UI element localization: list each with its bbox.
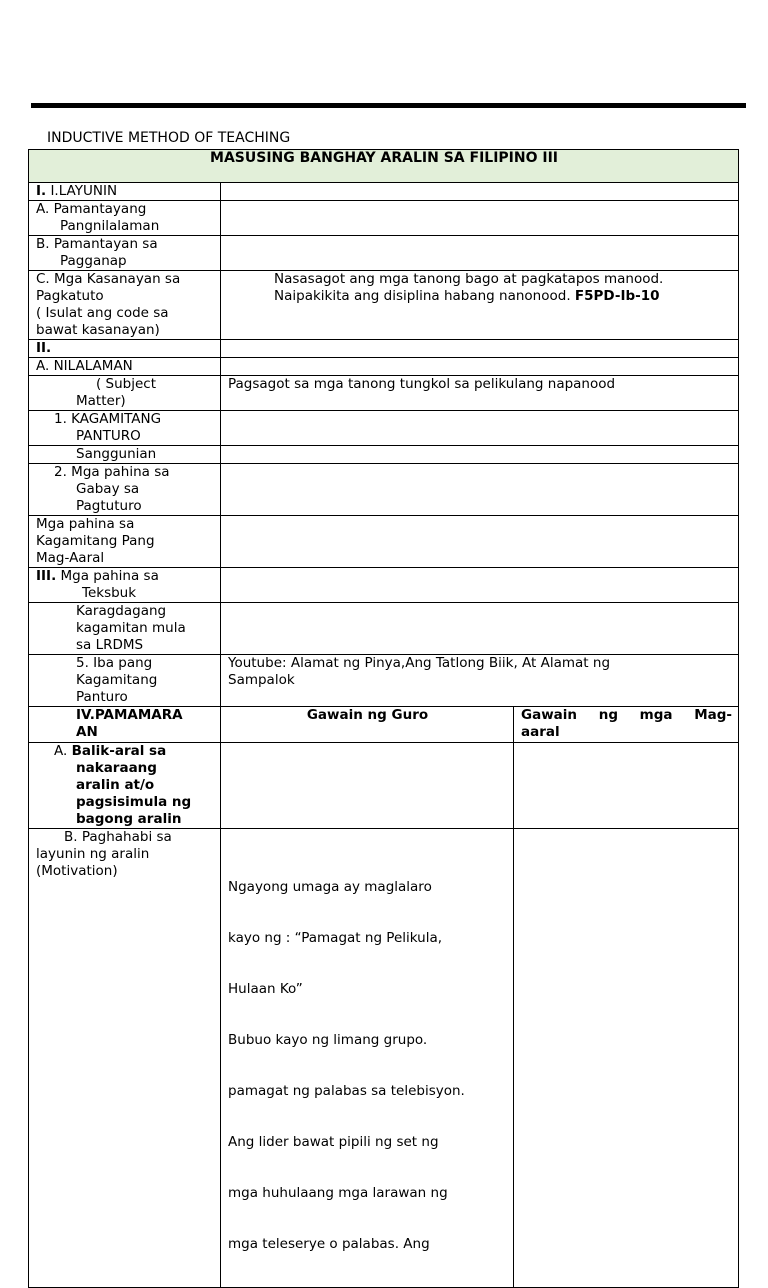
teksbuk-label: III. Mga pahina sa Teksbuk [29,568,221,603]
gabay-value [221,464,739,516]
paghahabi-guro: Ngayong umaga ay maglalaro kayo ng : “Pamagat ng Pelikula, Hulaan Ko” Bubuo kayo ng limang grupo. pamagat ng palabas sa telebisyon. Ang lider bawat pipili ng set ng mga huhulaang mga larawan ng mga teleserye o palabas. Ang [221,829,514,1288]
karagdagang-label: Karagdagang kagamitan mula sa LRDMS [29,603,221,655]
row-paghahabi [29,829,739,1288]
row-subject-matter [29,376,739,411]
kagamitang-panturo-label: 1. KAGAMITANG PANTURO [29,411,221,446]
balik-aral-label: A. Balik-aral sa nakaraang aralin at/o pagsisimula ng bagong aralin [29,743,221,829]
title-row [29,150,739,183]
kasanayan-objectives: Nasasagot ang mga tanong bago at pagkatapos manood. Naipakikita ang disiplina habang nanonood. F5PD-Ib-10 [221,271,739,340]
row-sanggunian [29,446,739,464]
pamantayan-pagganap-label: B. Pamantayan sa Pagganap [29,236,221,271]
kagamitang-mag-aaral-value [221,516,739,568]
header-rule [31,103,746,108]
nilalaman-value [221,358,739,376]
section-ii-label: II. [29,340,221,358]
row-pamantayang-pangnilalaman [29,201,739,236]
layunin-label: I. I.LAYUNIN [29,183,221,201]
competency-code: F5PD-Ib-10 [574,288,660,304]
row-kagamitang-mag-aaral [29,516,739,568]
pamantayang-pangnilalaman-label: A. Pamantayang Pangnilalaman [29,201,221,236]
row-balik-aral [29,743,739,829]
balik-aral-mag-aaral [514,743,739,829]
pamamaraan-label: IV.PAMAMARA AN [29,707,221,743]
section-ii-value [221,340,739,358]
lesson-plan-table [28,149,739,1288]
teksbuk-value [221,568,739,603]
pamantayan-pagganap-value [221,236,739,271]
balik-aral-guro [221,743,514,829]
gabay-label: 2. Mga pahina sa Gabay sa Pagtuturo [29,464,221,516]
paghahabi-mag-aaral [514,829,739,1288]
row-karagdagang [29,603,739,655]
row-teksbuk [29,568,739,603]
gawain-mag-aaral-header: Gawain ng mga Mag- aaral [514,707,739,743]
layunin-value [221,183,739,201]
row-kasanayan [29,271,739,340]
row-layunin [29,183,739,201]
row-pamantayan-pagganap [29,236,739,271]
row-kagamitang-panturo [29,411,739,446]
lesson-plan-title: MASUSING BANGHAY ARALIN SA FILIPINO III [29,150,739,183]
paghahabi-label: B. Paghahabi sa layunin ng aralin (Motivation) [29,829,221,1288]
subject-matter-label: ( Subject Matter) [29,376,221,411]
iba-pang-label: 5. Iba pang Kagamitang Panturo [29,655,221,707]
subject-matter-value: Pagsagot sa mga tanong tungkol sa pelikulang napanood [221,376,739,411]
iba-pang-value: Youtube: Alamat ng Pinya,Ang Tatlong Biik, At Alamat ng Sampalok [221,655,739,707]
pamantayang-pangnilalaman-value [221,201,739,236]
document-label: INDUCTIVE METHOD OF TEACHING [47,130,291,146]
row-gabay [29,464,739,516]
kagamitang-mag-aaral-label: Mga pahina sa Kagamitang Pang Mag-Aaral [29,516,221,568]
karagdagang-value [221,603,739,655]
gawain-guro-header: Gawain ng Guro [221,707,514,743]
kasanayan-label: C. Mga Kasanayan sa Pagkatuto ( Isulat ang code sa bawat kasanayan) [29,271,221,340]
sanggunian-label: Sanggunian [29,446,221,464]
nilalaman-label: A. NILALAMAN [29,358,221,376]
row-iba-pang [29,655,739,707]
row-section-ii [29,340,739,358]
sanggunian-value [221,446,739,464]
row-nilalaman [29,358,739,376]
kagamitang-panturo-value [221,411,739,446]
row-pamamaraan [29,707,739,743]
